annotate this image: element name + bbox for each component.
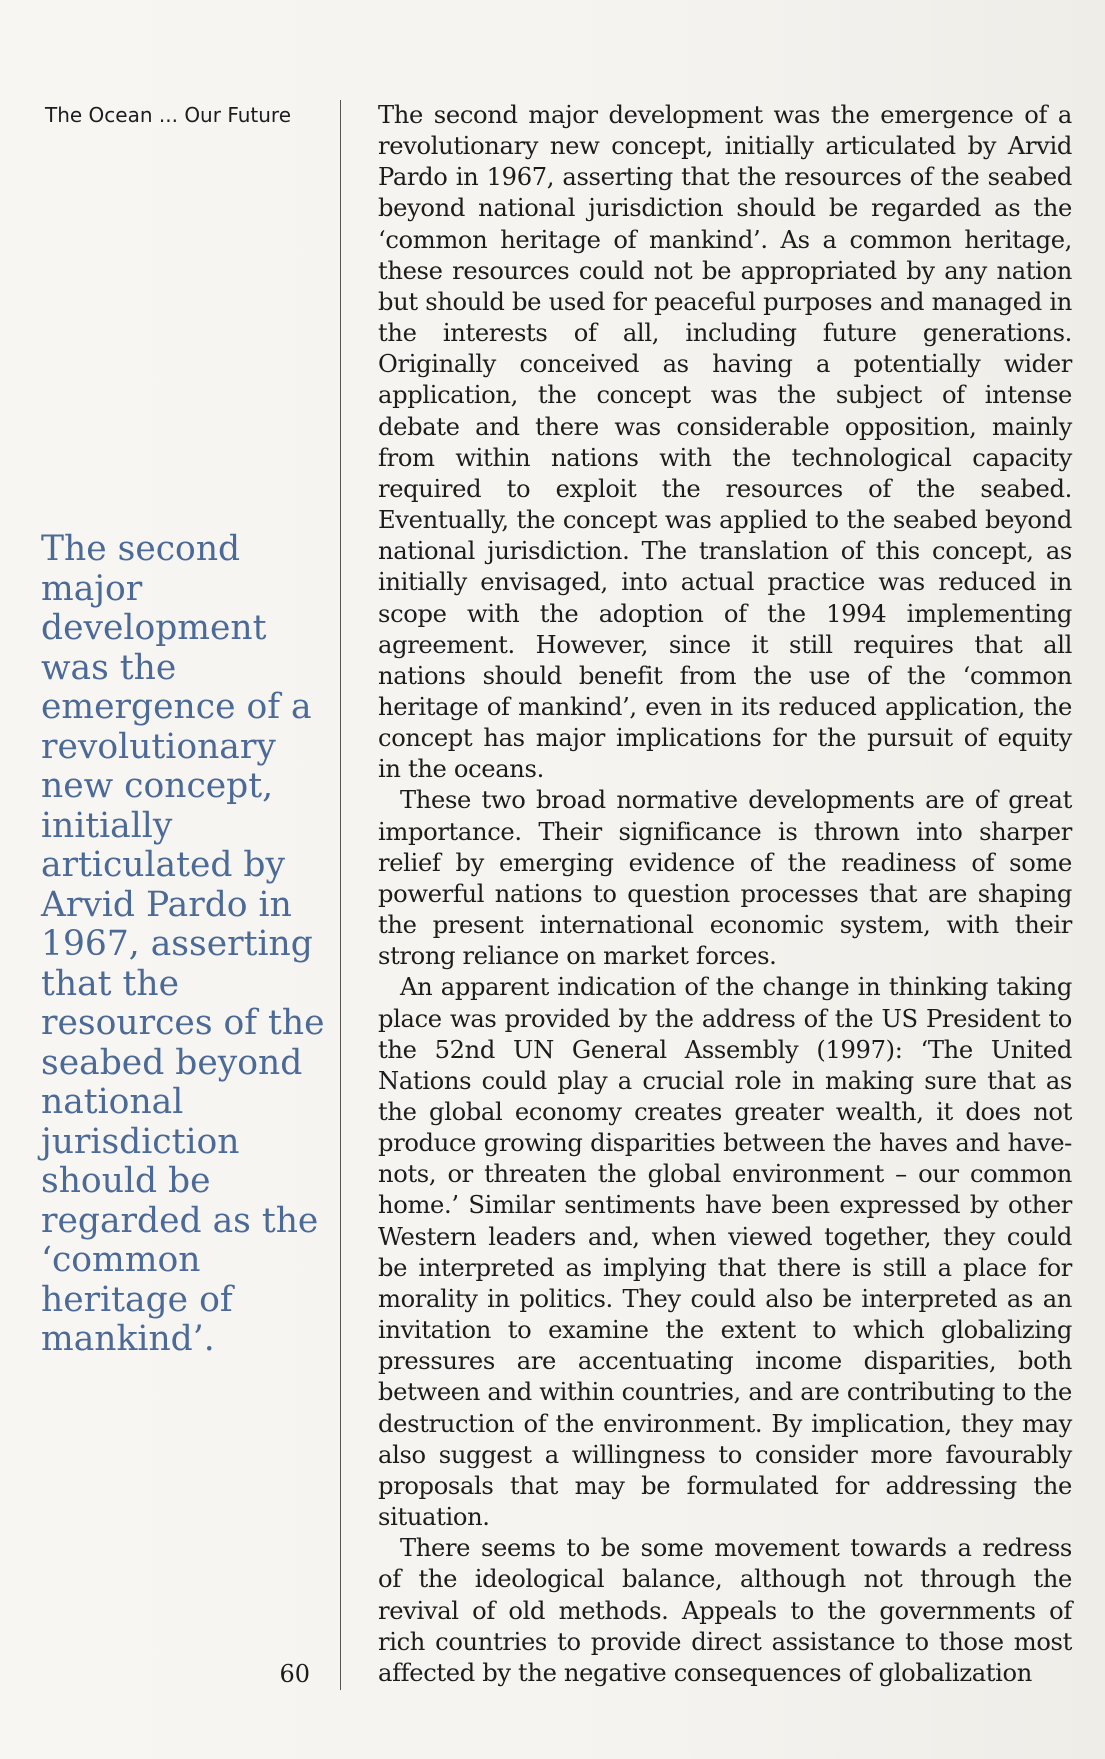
paragraph: An apparent indication of the change in thinking taking place was provided by the address of the US President to the 52nd UN General Assembly (1997): ‘The United Nations could play a crucial role in making sure that as the global economy creates greater wealth, it does not produce growing disparities between the haves and have-nots, or threaten the global environment – our common home.’ Similar sentiments have been expressed by other Western leaders and, when viewed together, they could be interpreted as implying that there is still a place for morality in politics. They could also be interpreted as an invitation to examine the extent to which globalizing pressures are accentuating income disparities, both between and within countries, and are contributing to the destruction of the environment. By implication, they may also suggest a willingness to consider more favourably proposals that may be formulated for addressing the situation. [378, 973, 1072, 1532]
body-text [378, 100, 1072, 1689]
paragraph: These two broad normative developments are of great importance. Their significance is thrown into sharper relief by emerging evidence of the readiness of some powerful nations to question processes that are shaping the present international economic system, with their strong reliance on market forces. [378, 786, 1072, 971]
paragraph: The second major development was the emergence of a revolutionary new concept, initially articulated by Arvid Pardo in 1967, asserting that the resources of the seabed beyond national jurisdiction should be regarded as the ‘common heritage of mankind’. As a common heritage, these resources could not be appropriated by any nation but should be used for peaceful purposes and managed in the interests of all, including future generations. Originally conceived as having a potentially wider application, the concept was the subject of intense debate and there was considerable opposition, mainly from within nations with the technological capacity required to exploit the resources of the seabed. Eventually, the concept was applied to the seabed beyond national jurisdiction. The translation of this concept, as initially envisaged, into actual practice was reduced in scope with the adoption of the 1994 implementing agreement. However, since it still requires that all nations should benefit from the use of the ‘common heritage of mankind’, even in its reduced application, the concept has major implications for the pursuit of equity in the oceans. [378, 101, 1072, 784]
paragraph: There seems to be some movement towards a redress of the ideological balance, although not through the revival of old methods. Appeals to the governments of rich countries to provide direct assistance to those most affected by the negative consequences of globalization [378, 1534, 1072, 1687]
page-number: 60 [279, 1660, 310, 1688]
pull-quote: The second major development was the emergence of a revolutionary new concept, initially articulated by Arvid Pardo in 1967, asserting that the resources of the seabed beyond national jurisdiction should be regarded as the ‘common heritage of mankind’. [41, 529, 325, 1359]
column-divider [340, 100, 341, 1690]
running-title: The Ocean ... Our Future [45, 103, 292, 127]
